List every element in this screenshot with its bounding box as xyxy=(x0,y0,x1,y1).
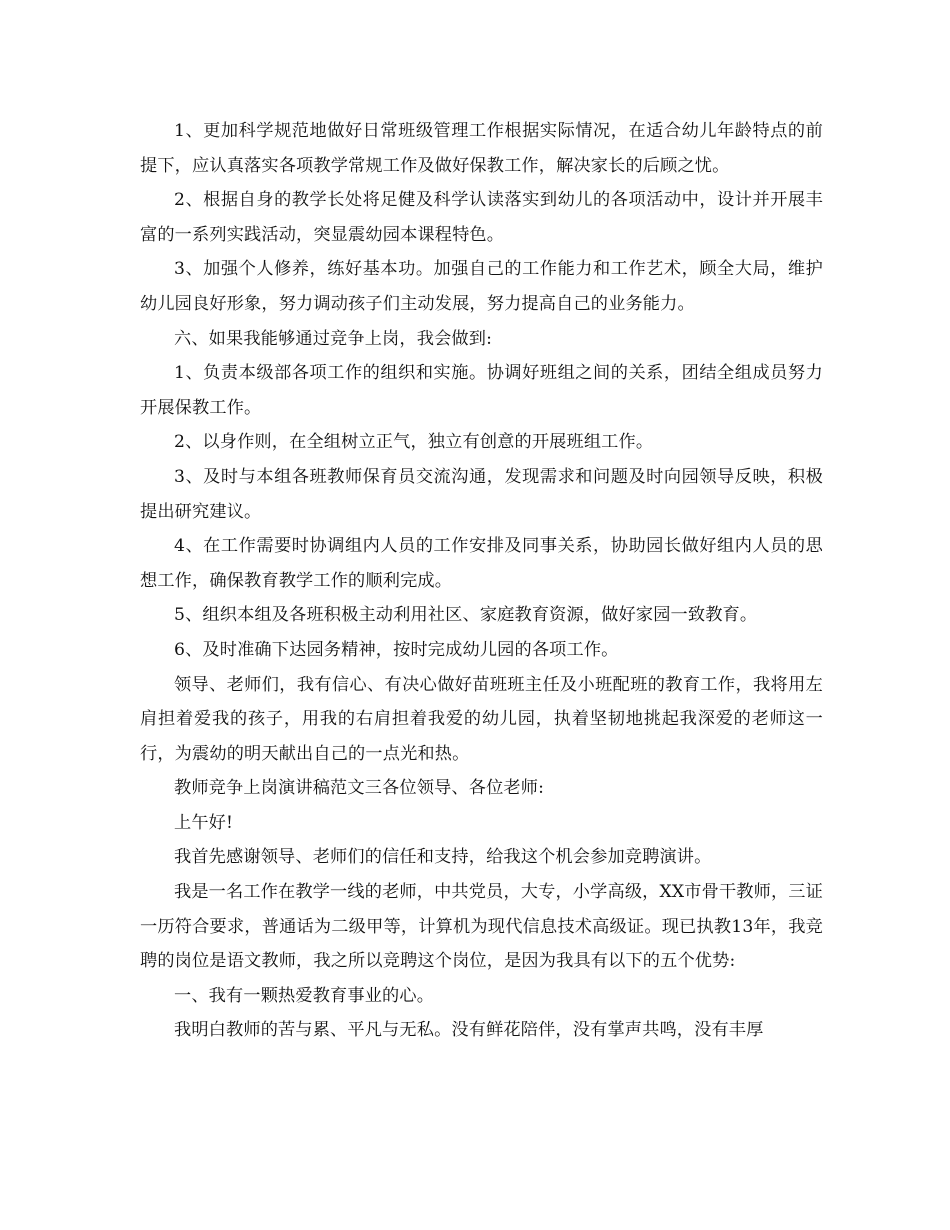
greeting: 上午好! xyxy=(174,812,234,833)
paragraph: 1、负责本级部各项工作的组织和实施。协调好班组之间的关系，团结全组成员努力开展保教工作。 xyxy=(140,363,823,418)
paragraph: 2、以身作则，在全组树立正气，独立有创意的开展班组工作。 xyxy=(174,432,654,453)
paragraph: 6、及时准确下达园务精神，按时完成幼儿园的各项工作。 xyxy=(174,639,619,660)
paragraph: 3、及时与本组各班教师保育员交流沟通，发现需求和问题及时向园领导反映，积极提出研究建议。 xyxy=(140,466,823,522)
paragraph: 2、根据自身的教学长处将足健及科学认读落实到幼儿的各项活动中，设计并开展丰富的一系列实践活动，突显震幼园本课程特色。 xyxy=(140,190,823,245)
document-body xyxy=(140,114,823,1048)
section-heading: 一、我有一颗热爱教育事业的心。 xyxy=(174,985,435,1006)
speech-title: 教师竞争上岗演讲稿范文三各位领导、各位老师: xyxy=(174,778,545,799)
section-heading: 六、如果我能够通过竞争上岗，我会做到: xyxy=(174,328,493,349)
paragraph: 我明白教师的苦与累、平凡与无私。没有鲜花陪伴，没有掌声共鸣，没有丰厚 xyxy=(174,1020,764,1041)
paragraph: 1、更加科学规范地做好日常班级管理工作根据实际情况，在适合幼儿年龄特点的前提下，应认真落实各项教学常规工作及做好保教工作，解决家长的后顾之忧。 xyxy=(140,121,823,176)
paragraph: 我是一名工作在教学一线的老师，中共党员，大专，小学高级，XX市骨干教师，三证一历符合要求，普通话为二级甲等，计算机为现代信息技术高级证。现已执教13年，我竞聘的岗位是语文教师，我之所以竞聘这个岗位，是因为我具有以下的五个优势: xyxy=(140,882,823,972)
paragraph: 领导、老师们，我有信心、有决心做好苗班班主任及小班配班的教育工作，我将用左肩担着爱我的孩子，用我的右肩担着我爱的幼儿园，执着坚韧地挑起我深爱的老师这一行，为震幼的明天献出自己的一点光和热。 xyxy=(140,674,823,764)
paragraph: 4、在工作需要时协调组内人员的工作安排及同事关系，协助园长做好组内人员的思想工作，确保教育教学工作的顺利完成。 xyxy=(140,536,823,591)
paragraph: 3、加强个人修养，练好基本功。加强自己的工作能力和工作艺术，顾全大局，维护幼儿园良好形象，努力调动孩子们主动发展，努力提高自己的业务能力。 xyxy=(140,259,823,314)
paragraph: 5、组织本组及各班积极主动利用社区、家庭教育资源，做好家园一致教育。 xyxy=(174,605,758,626)
paragraph: 我首先感谢领导、老师们的信任和支持，给我这个机会参加竞聘演讲。 xyxy=(174,847,712,868)
